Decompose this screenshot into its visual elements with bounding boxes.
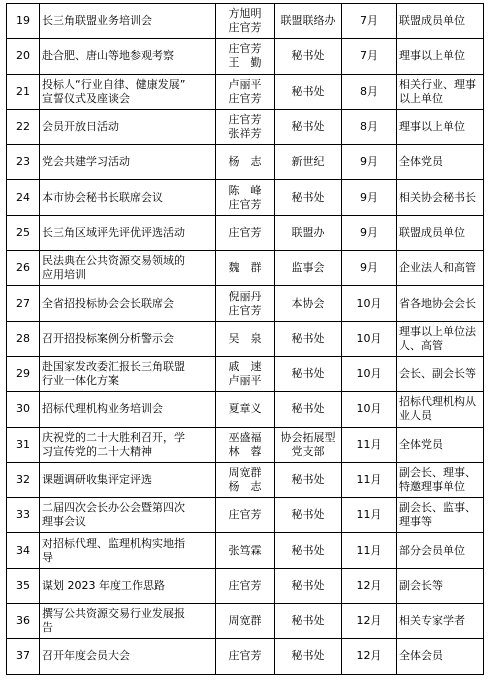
cell-department <box>275 39 342 74</box>
cell-number: 20 <box>7 39 40 74</box>
cell-person-in-charge-line: 吴 泉 <box>228 331 262 345</box>
cell-activity-line: 长三角区域评先评优评选活动 <box>42 225 185 239</box>
cell-month: 7月 <box>342 39 397 74</box>
table-row <box>7 639 484 674</box>
table-row <box>7 568 484 603</box>
cell-activity <box>40 4 216 39</box>
cell-person-in-charge-line: 庄官芳 <box>228 508 262 522</box>
cell-person-in-charge <box>216 462 275 497</box>
cell-person-in-charge <box>216 498 275 533</box>
table-body <box>7 4 484 675</box>
cell-activity-line: 民法典在公共资源交易领域的 <box>42 254 185 268</box>
cell-department <box>275 392 342 427</box>
cell-number: 22 <box>7 109 40 144</box>
cell-person-in-charge <box>216 427 275 462</box>
cell-department-line: 秘书处 <box>291 614 325 628</box>
cell-person-in-charge-line: 庄官芳 <box>228 91 262 105</box>
cell-activity-line: 投标人“行业自律、健康发展” <box>42 77 186 91</box>
cell-activity-line: 撰写公共资源交易行业发展报 <box>42 607 185 621</box>
cell-activity <box>40 498 216 533</box>
cell-person-in-charge <box>216 74 275 109</box>
cell-participants <box>397 4 484 39</box>
cell-participants-line: 副会长等 <box>399 578 443 592</box>
cell-number: 27 <box>7 286 40 321</box>
cell-department-line: 秘书处 <box>291 508 325 522</box>
cell-person-in-charge <box>216 392 275 427</box>
cell-activity-line: 谋划 2023 年度工作思路 <box>42 578 165 592</box>
cell-participants-line: 副会长、监事、 <box>399 501 476 515</box>
cell-department <box>275 286 342 321</box>
cell-number: 37 <box>7 639 40 674</box>
cell-department <box>275 74 342 109</box>
cell-month: 10月 <box>342 286 397 321</box>
cell-person-in-charge-line: 周宽群 <box>228 466 262 479</box>
cell-person-in-charge-line: 张祥芳 <box>228 127 262 141</box>
cell-participants-line: 招标代理机构从 <box>399 395 476 409</box>
cell-number: 34 <box>7 533 40 568</box>
cell-department-line: 本协会 <box>291 296 325 310</box>
cell-activity-line: 召开招投标案例分析警示会 <box>42 331 174 345</box>
cell-person-in-charge <box>216 215 275 250</box>
cell-activity-line: 行业一体化方案 <box>42 374 119 388</box>
cell-person-in-charge <box>216 639 275 674</box>
cell-person-in-charge-line: 林 蓉 <box>228 444 262 458</box>
cell-participants-line: 人、高管 <box>399 338 443 352</box>
cell-activity <box>40 39 216 74</box>
cell-department <box>275 462 342 497</box>
cell-activity <box>40 286 216 321</box>
cell-month: 9月 <box>342 251 397 286</box>
table-row <box>7 215 484 250</box>
cell-participants <box>397 356 484 391</box>
cell-activity-line: 应用培训 <box>42 268 86 282</box>
cell-participants-line: 部分会员单位 <box>399 543 465 557</box>
cell-month: 11月 <box>342 462 397 497</box>
cell-department-line: 秘书处 <box>291 473 325 486</box>
cell-number: 29 <box>7 356 40 391</box>
cell-person-in-charge-line: 戚 速 <box>228 360 262 374</box>
cell-department-line: 联盟办 <box>291 225 325 239</box>
cell-department <box>275 568 342 603</box>
cell-participants-line: 全体会员 <box>399 649 443 663</box>
cell-activity-line: 召开年度会员大会 <box>42 649 130 663</box>
cell-activity-line: 赴国家发改委汇报长三角联盟 <box>42 360 185 374</box>
cell-participants-line: 理事等 <box>399 515 432 529</box>
cell-person-in-charge-line: 庄官芳 <box>228 649 262 663</box>
cell-person-in-charge-line: 卢丽平 <box>228 374 262 388</box>
cell-activity-line: 告 <box>42 621 53 635</box>
cell-month: 11月 <box>342 427 397 462</box>
cell-department <box>275 109 342 144</box>
table-row <box>7 109 484 144</box>
cell-activity <box>40 427 216 462</box>
cell-person-in-charge <box>216 533 275 568</box>
cell-participants-line: 会长、副会长等 <box>399 367 476 381</box>
cell-activity-line: 宣誓仪式及座谈会 <box>42 91 130 105</box>
cell-participants <box>397 180 484 215</box>
cell-activity <box>40 639 216 674</box>
cell-month: 7月 <box>342 4 397 39</box>
cell-department-line: 党支部 <box>291 444 325 458</box>
cell-participants-line: 理事以上单位法 <box>399 324 476 338</box>
cell-activity-line: 赴合肥、唐山等地参观考察 <box>42 49 174 63</box>
cell-department-line: 联盟联络办 <box>280 14 336 28</box>
cell-month: 9月 <box>342 145 397 180</box>
cell-activity <box>40 533 216 568</box>
cell-activity <box>40 145 216 180</box>
cell-participants <box>397 74 484 109</box>
cell-department <box>275 251 342 286</box>
cell-person-in-charge <box>216 39 275 74</box>
table-row <box>7 321 484 356</box>
cell-activity <box>40 321 216 356</box>
cell-number: 21 <box>7 74 40 109</box>
cell-person-in-charge-line: 倪丽丹 <box>228 289 262 303</box>
cell-person-in-charge-line: 周宽群 <box>228 614 262 628</box>
cell-person-in-charge-line: 庄官芳 <box>228 42 262 56</box>
cell-department-line: 秘书处 <box>291 49 325 63</box>
cell-department <box>275 533 342 568</box>
cell-participants-line: 全体党员 <box>399 155 443 169</box>
cell-person-in-charge-line: 杨 志 <box>228 480 262 493</box>
cell-participants <box>397 215 484 250</box>
cell-month: 9月 <box>342 215 397 250</box>
cell-participants <box>397 39 484 74</box>
cell-person-in-charge <box>216 145 275 180</box>
cell-activity-line: 会员开放日活动 <box>42 120 119 134</box>
cell-number: 30 <box>7 392 40 427</box>
cell-participants <box>397 533 484 568</box>
cell-department-line: 秘书处 <box>291 367 325 381</box>
cell-person-in-charge-line: 卢丽平 <box>228 77 262 91</box>
cell-number: 35 <box>7 568 40 603</box>
cell-number: 36 <box>7 604 40 639</box>
work-schedule-table <box>6 3 484 675</box>
cell-person-in-charge-line: 张笃霖 <box>228 543 262 557</box>
cell-person-in-charge-line: 杨 志 <box>228 155 262 169</box>
cell-department <box>275 4 342 39</box>
cell-participants <box>397 604 484 639</box>
cell-person-in-charge <box>216 604 275 639</box>
cell-month: 12月 <box>342 639 397 674</box>
cell-activity <box>40 109 216 144</box>
cell-person-in-charge-line: 夏章义 <box>228 402 262 416</box>
cell-participants <box>397 321 484 356</box>
cell-activity-line: 导 <box>42 550 53 564</box>
cell-person-in-charge-line: 庄官芳 <box>228 21 262 35</box>
cell-department-line: 秘书处 <box>291 120 325 134</box>
cell-participants-line: 联盟成员单位 <box>399 14 465 28</box>
table-row <box>7 356 484 391</box>
table-row <box>7 427 484 462</box>
cell-number: 33 <box>7 498 40 533</box>
cell-month: 11月 <box>342 533 397 568</box>
cell-person-in-charge <box>216 251 275 286</box>
cell-participants <box>397 462 484 497</box>
cell-person-in-charge-line: 庄官芳 <box>228 197 262 211</box>
cell-activity <box>40 251 216 286</box>
cell-participants-line: 联盟成员单位 <box>399 225 465 239</box>
cell-participants <box>397 392 484 427</box>
cell-activity-line: 招标代理机构业务培训会 <box>42 402 163 416</box>
cell-activity-line: 全省招投标协会会长联席会 <box>42 296 174 310</box>
cell-department <box>275 145 342 180</box>
cell-activity <box>40 604 216 639</box>
cell-department <box>275 356 342 391</box>
cell-department-line: 协会拓展型 <box>280 430 336 444</box>
cell-number: 26 <box>7 251 40 286</box>
cell-activity-line: 课题调研收集评定评选 <box>42 473 152 486</box>
cell-person-in-charge-line: 庄官芳 <box>228 225 262 239</box>
cell-activity-line: 二届四次会长办公会暨第四次 <box>42 501 185 515</box>
cell-activity-line: 长三角联盟业务培训会 <box>42 14 152 28</box>
cell-participants-line: 相关专家学者 <box>399 614 465 628</box>
cell-person-in-charge-line: 庄官芳 <box>228 303 262 317</box>
table-row <box>7 180 484 215</box>
cell-department-line: 秘书处 <box>291 578 325 592</box>
cell-department-line: 秘书处 <box>291 190 325 204</box>
cell-department <box>275 180 342 215</box>
cell-department <box>275 321 342 356</box>
cell-department-line: 秘书处 <box>291 331 325 345</box>
cell-person-in-charge-line: 庄官芳 <box>228 578 262 592</box>
cell-person-in-charge-line: 陈 峰 <box>228 183 262 197</box>
cell-participants-line: 业人员 <box>399 409 432 423</box>
cell-person-in-charge-line: 魏 群 <box>228 261 262 275</box>
cell-department-line: 秘书处 <box>291 543 325 557</box>
table-row <box>7 39 484 74</box>
cell-activity-line: 对招标代理、监理机构实地指 <box>42 536 185 550</box>
cell-person-in-charge <box>216 109 275 144</box>
cell-participants <box>397 145 484 180</box>
cell-number: 28 <box>7 321 40 356</box>
table-row <box>7 604 484 639</box>
cell-activity <box>40 568 216 603</box>
cell-person-in-charge <box>216 4 275 39</box>
table-row <box>7 462 484 497</box>
cell-department-line: 监事会 <box>291 261 325 275</box>
cell-participants <box>397 498 484 533</box>
cell-participants <box>397 427 484 462</box>
cell-activity-line: 本市协会秘书长联席会议 <box>42 190 163 204</box>
cell-month: 11月 <box>342 498 397 533</box>
cell-department-line: 秘书处 <box>291 402 325 416</box>
cell-month: 12月 <box>342 568 397 603</box>
cell-month: 12月 <box>342 604 397 639</box>
table-row <box>7 392 484 427</box>
cell-number: 32 <box>7 462 40 497</box>
cell-number: 19 <box>7 4 40 39</box>
cell-department-line: 秘书处 <box>291 649 325 663</box>
cell-participants-line: 理事以上单位 <box>399 120 465 134</box>
cell-activity <box>40 215 216 250</box>
cell-activity-line: 习宣传党的二十大精神 <box>42 444 152 458</box>
cell-participants-line: 特邀理事单位 <box>399 480 465 493</box>
cell-participants <box>397 568 484 603</box>
cell-person-in-charge <box>216 568 275 603</box>
cell-month: 10月 <box>342 356 397 391</box>
cell-participants-line: 全体党员 <box>399 437 443 451</box>
cell-participants <box>397 251 484 286</box>
cell-activity <box>40 74 216 109</box>
cell-person-in-charge-line: 庄官芳 <box>228 113 262 127</box>
cell-number: 24 <box>7 180 40 215</box>
table-row <box>7 533 484 568</box>
cell-activity-line: 党会共建学习活动 <box>42 155 130 169</box>
cell-department <box>275 498 342 533</box>
cell-participants-line: 副会长、理事、 <box>399 466 476 479</box>
cell-department <box>275 604 342 639</box>
table-row <box>7 286 484 321</box>
cell-activity <box>40 392 216 427</box>
cell-department <box>275 427 342 462</box>
cell-number: 31 <box>7 427 40 462</box>
cell-participants-line: 企业法人和高管 <box>399 261 476 275</box>
cell-participants-line: 相关协会秘书长 <box>399 190 476 204</box>
cell-participants-line: 理事以上单位 <box>399 49 465 63</box>
cell-person-in-charge <box>216 356 275 391</box>
cell-participants <box>397 286 484 321</box>
cell-activity-line: 庆祝党的二十大胜利召开，学 <box>42 430 185 444</box>
cell-department <box>275 639 342 674</box>
cell-person-in-charge-line: 王 勤 <box>228 56 262 70</box>
cell-department-line: 新世纪 <box>291 155 325 169</box>
cell-activity-line: 理事会议 <box>42 515 86 529</box>
cell-month: 10月 <box>342 392 397 427</box>
cell-participants <box>397 109 484 144</box>
cell-participants <box>397 639 484 674</box>
cell-person-in-charge-line: 巫盛福 <box>228 430 262 444</box>
cell-department <box>275 215 342 250</box>
cell-participants-line: 相关行业、理事 <box>399 77 476 91</box>
cell-month: 10月 <box>342 321 397 356</box>
cell-month: 8月 <box>342 74 397 109</box>
cell-person-in-charge-line: 方旭明 <box>228 7 262 21</box>
cell-month: 9月 <box>342 180 397 215</box>
cell-activity <box>40 462 216 497</box>
cell-person-in-charge <box>216 321 275 356</box>
table-row <box>7 145 484 180</box>
table-row <box>7 74 484 109</box>
cell-number: 23 <box>7 145 40 180</box>
cell-activity <box>40 356 216 391</box>
cell-person-in-charge <box>216 180 275 215</box>
cell-activity <box>40 180 216 215</box>
cell-department-line: 秘书处 <box>291 84 325 98</box>
table-row <box>7 251 484 286</box>
cell-participants-line: 省各地协会会长 <box>399 296 476 310</box>
cell-number: 25 <box>7 215 40 250</box>
cell-participants-line: 以上单位 <box>399 91 443 105</box>
cell-month: 8月 <box>342 109 397 144</box>
cell-person-in-charge <box>216 286 275 321</box>
table-row <box>7 498 484 533</box>
table-row <box>7 4 484 39</box>
